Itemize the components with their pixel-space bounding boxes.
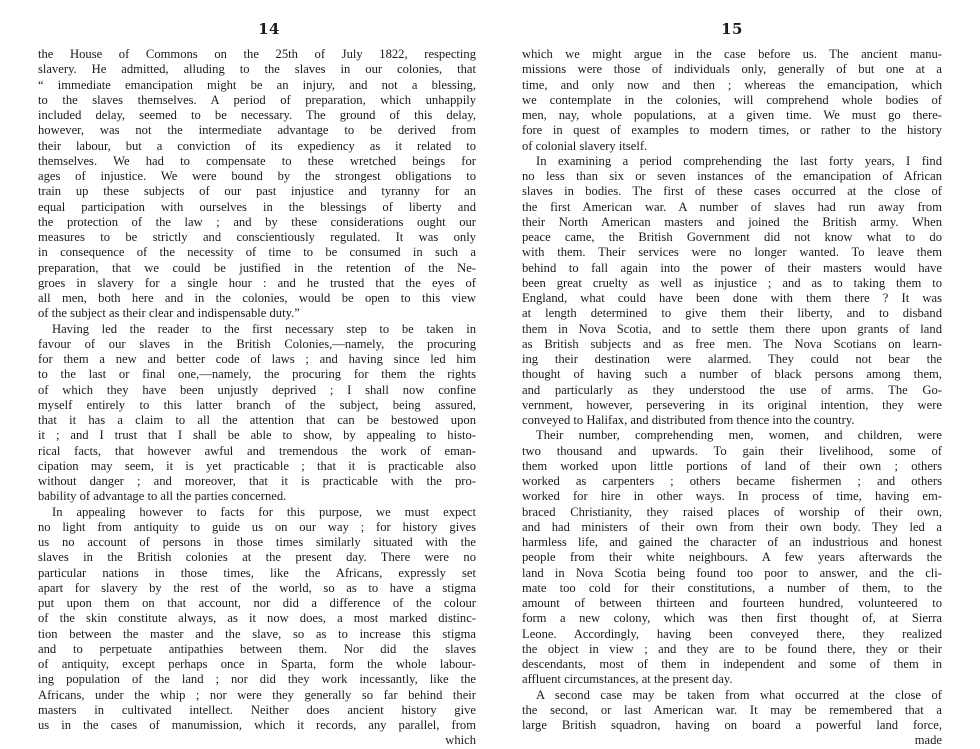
text-line: all men, both here and in the colonies, would be open to this view — [38, 291, 476, 305]
text-line: conveyed to Halifax, and distributed from thence into the country. — [522, 413, 855, 427]
text-line: peace came, the British Government did not know what to do — [522, 230, 942, 244]
text-line: cipation may seem, it is yet practicable ; that it is practicable also — [38, 458, 476, 473]
text-line: favour of our slaves in the British Colonies,—namely, the procuring — [38, 336, 476, 351]
text-line: In appealing however to facts for this purpose, we must expect — [52, 504, 476, 519]
text-line: of the skin constitute always, as it now does, a most marked distinc- — [38, 611, 476, 626]
text-line: ing their destination were alarmed. They could not bear the — [522, 352, 942, 366]
text-line: harmless life, and gained the character of an industrious and honest — [522, 535, 942, 549]
text-line: their labour, but a conviction of its expediency as it related to — [38, 138, 476, 153]
text-line: A second case may be taken from what occurred at the close of — [536, 687, 942, 702]
text-line: equal participation with ourselves in the blessings of liberty and — [38, 199, 476, 214]
text-line: them worked upon little portions of land of their own ; others — [522, 458, 942, 473]
text-line: masters in cultivated intellect. Neither does ancient history give — [38, 702, 476, 717]
text-line: England, what could have been done with them there ? It was — [522, 291, 942, 305]
text-line: Africans, under the whip ; nor were they generally so far behind their — [38, 687, 476, 702]
text-line: however, was not the intermediate advantage to be derived from — [38, 123, 476, 138]
text-line: ages of injustice. We were bound by the strongest obligations to — [38, 169, 476, 183]
text-line: large British squadron, having on board a powerful land force, — [522, 718, 942, 732]
text-line: affluent circumstances, at the present day. — [522, 672, 733, 687]
text-line: preparation, that we could be justified in the retention of the Ne- — [38, 260, 476, 275]
text-line: been great cruelty as well as injustice ; and as to taking them to — [522, 275, 942, 290]
text-line: worked for hire in other ways. In process of time, having em- — [522, 489, 942, 504]
text-line: to the last or final one,—namely, the procuring for them the rights — [38, 367, 476, 382]
text-line: with them. Their services were no longer wanted. To leave them — [522, 245, 942, 260]
text-line: land in Nova Scotia being found too poor to answer, and the cli- — [522, 565, 942, 580]
text-line: vernment, however, persevering in its original intention, they were — [522, 397, 942, 412]
text-line: form a new colony, which was then first thought of, at Sierra — [522, 611, 942, 626]
text-line: slavery. He admitted, alluding to the slaves in our colonies, that — [38, 62, 476, 77]
text-line: the second, or last American war. It may be remembered that a — [522, 702, 942, 717]
text-line: apart for slavery by the rest of the world, so as to have a stigma — [38, 580, 476, 595]
text-line: in consequence of the necessity of time to be consumed in such a — [38, 245, 476, 260]
text-line: that it has a claim to all the attention that can be bestowed upon — [38, 413, 476, 427]
text-line: and had ministers of their own from their own body. They led a — [522, 519, 942, 534]
text-line: people from their white neighbours. A few years afterwards the — [522, 550, 942, 565]
text-line: rical facts, that however awful and tremendous the work of eman- — [38, 443, 476, 458]
text-line: of which they have been unjustly deprived ; I shall now confine — [38, 382, 476, 397]
text-line: which we might argue in the case before us. The ancient manu- — [522, 47, 942, 61]
text-line: myself entirely to this latter branch of the subject, being assured, — [38, 397, 476, 412]
text-line: “ immediate emancipation might be an injury, and not a blessing, — [38, 77, 476, 92]
text-line: men, nay, whole populations, at a given time. We must go there- — [522, 108, 942, 122]
page-body — [38, 47, 476, 733]
text-line: thought of having such a number of black persons among them, — [522, 367, 942, 382]
text-line: without danger ; and moreover, that it is practicable with the pro- — [38, 474, 476, 488]
text-line: the first American war. A number of slaves had run away from — [522, 199, 942, 214]
text-line: worked as carpenters ; others became fishermen ; and others — [522, 474, 942, 488]
text-line: descendants, most of them in independent and some of them in — [522, 657, 942, 671]
text-line: themselves. We had to compensate to these wretched beings for — [38, 153, 476, 168]
text-line: put upon them on that account, nor did a difference of the colour — [38, 596, 476, 610]
text-line: bability of advantage to all the parties concerned. — [38, 489, 287, 504]
text-line: it ; and I trust that I shall be able to show, by appealing to histo- — [38, 428, 476, 443]
text-line: In examining a period comprehending the last forty years, I find — [536, 153, 942, 168]
text-line: we contemplate in the colonies, will comprehend whole bodies of — [522, 92, 942, 107]
text-line: the protection of the law ; and by these considerations ought our — [38, 214, 476, 229]
text-line: groes in slavery for a single hour : and he trusted that the eyes of — [38, 275, 476, 290]
text-line: missions were those of individuals only, generally of but one at a — [522, 62, 942, 77]
catchword: made — [914, 733, 942, 748]
text-line: particular nations in those times, like the Africans, expressly set — [38, 565, 476, 580]
text-line: the House of Commons on the 25th of July 1822, respecting — [38, 47, 476, 61]
text-line: ing population of the land ; nor did they work incessantly, like the — [38, 672, 476, 687]
left-page — [0, 0, 490, 748]
page-number: 14 — [258, 20, 280, 38]
text-line: the object in view ; and they are to be found there, they or their — [522, 641, 942, 656]
right-page — [490, 0, 980, 748]
page-body — [522, 47, 942, 733]
text-line: us no account of persons in those times similarly situated with the — [38, 535, 476, 549]
text-line: of the subject as their clear and indispensable duty.” — [38, 306, 300, 321]
text-line: included delay, seemed to be necessary. The ground of this delay, — [38, 108, 476, 122]
text-line: as British subjects and as free men. The Nova Scotians on learn- — [522, 336, 942, 351]
text-line: for them a new and better code of laws ; and having since led him — [38, 352, 476, 366]
text-line: time, and only now and then ; whereas the emancipation, which — [522, 77, 942, 92]
text-line: tion between the master and the slave, so as to increase this stigma — [38, 626, 476, 641]
text-line: Their number, comprehending men, women, and children, were — [536, 428, 942, 443]
text-line: behind to fall again into the power of their masters would have — [522, 260, 942, 275]
catchword: which — [445, 733, 476, 748]
text-line: no less than six or seven instances of the emancipation of African — [522, 169, 942, 183]
text-line: two thousand and upwards. To gain their livelihood, some of — [522, 443, 942, 458]
text-line: their North American masters and joined the British army. When — [522, 214, 942, 229]
text-line: train up these subjects of our past injustice and tyranny for an — [38, 184, 476, 199]
text-line: measures to be strictly and conscientiously regulated. It was only — [38, 230, 476, 244]
text-line: slaves in bodies. The first of these cases occurred at the close of — [522, 184, 942, 199]
text-line: slaves in the British colonies at the present day. There were no — [38, 550, 476, 565]
text-line: to the slaves themselves. A period of preparation, which unhappily — [38, 92, 476, 107]
text-line: us in the cases of manumission, which it records, any parallel, from — [38, 718, 476, 732]
text-line: them in Nova Scotia, and to settle them there upon grants of land — [522, 321, 942, 336]
text-line: no light from antiquity to guide us on our way ; for history gives — [38, 519, 476, 534]
text-line: of colonial slavery itself. — [522, 138, 648, 153]
page-number: 15 — [721, 20, 743, 38]
text-line: at length determined to give them their liberty, and to disband — [522, 306, 942, 321]
text-line: and to perpetuate antipathies between them. Nor did the slaves — [38, 641, 476, 656]
text-line: fore in quest of examples to modern times, or rather to the history — [522, 123, 942, 138]
text-line: braced Christianity, they raised places of worship of their own, — [522, 504, 942, 519]
text-line: of antiquity, except perhaps once in Sparta, form the whole labour- — [38, 657, 476, 671]
text-line: amount of between thirteen and fourteen hundred, volunteered to — [522, 596, 942, 610]
text-line: Having led the reader to the first necessary step to be taken in — [52, 321, 476, 336]
text-line: Leone. Accordingly, having been conveyed there, they realized — [522, 626, 942, 641]
text-line: and particularly as they understood the use of arms. The Go- — [522, 382, 942, 397]
text-line: mate too cold for their constitutions, a number of them, to the — [522, 580, 942, 595]
